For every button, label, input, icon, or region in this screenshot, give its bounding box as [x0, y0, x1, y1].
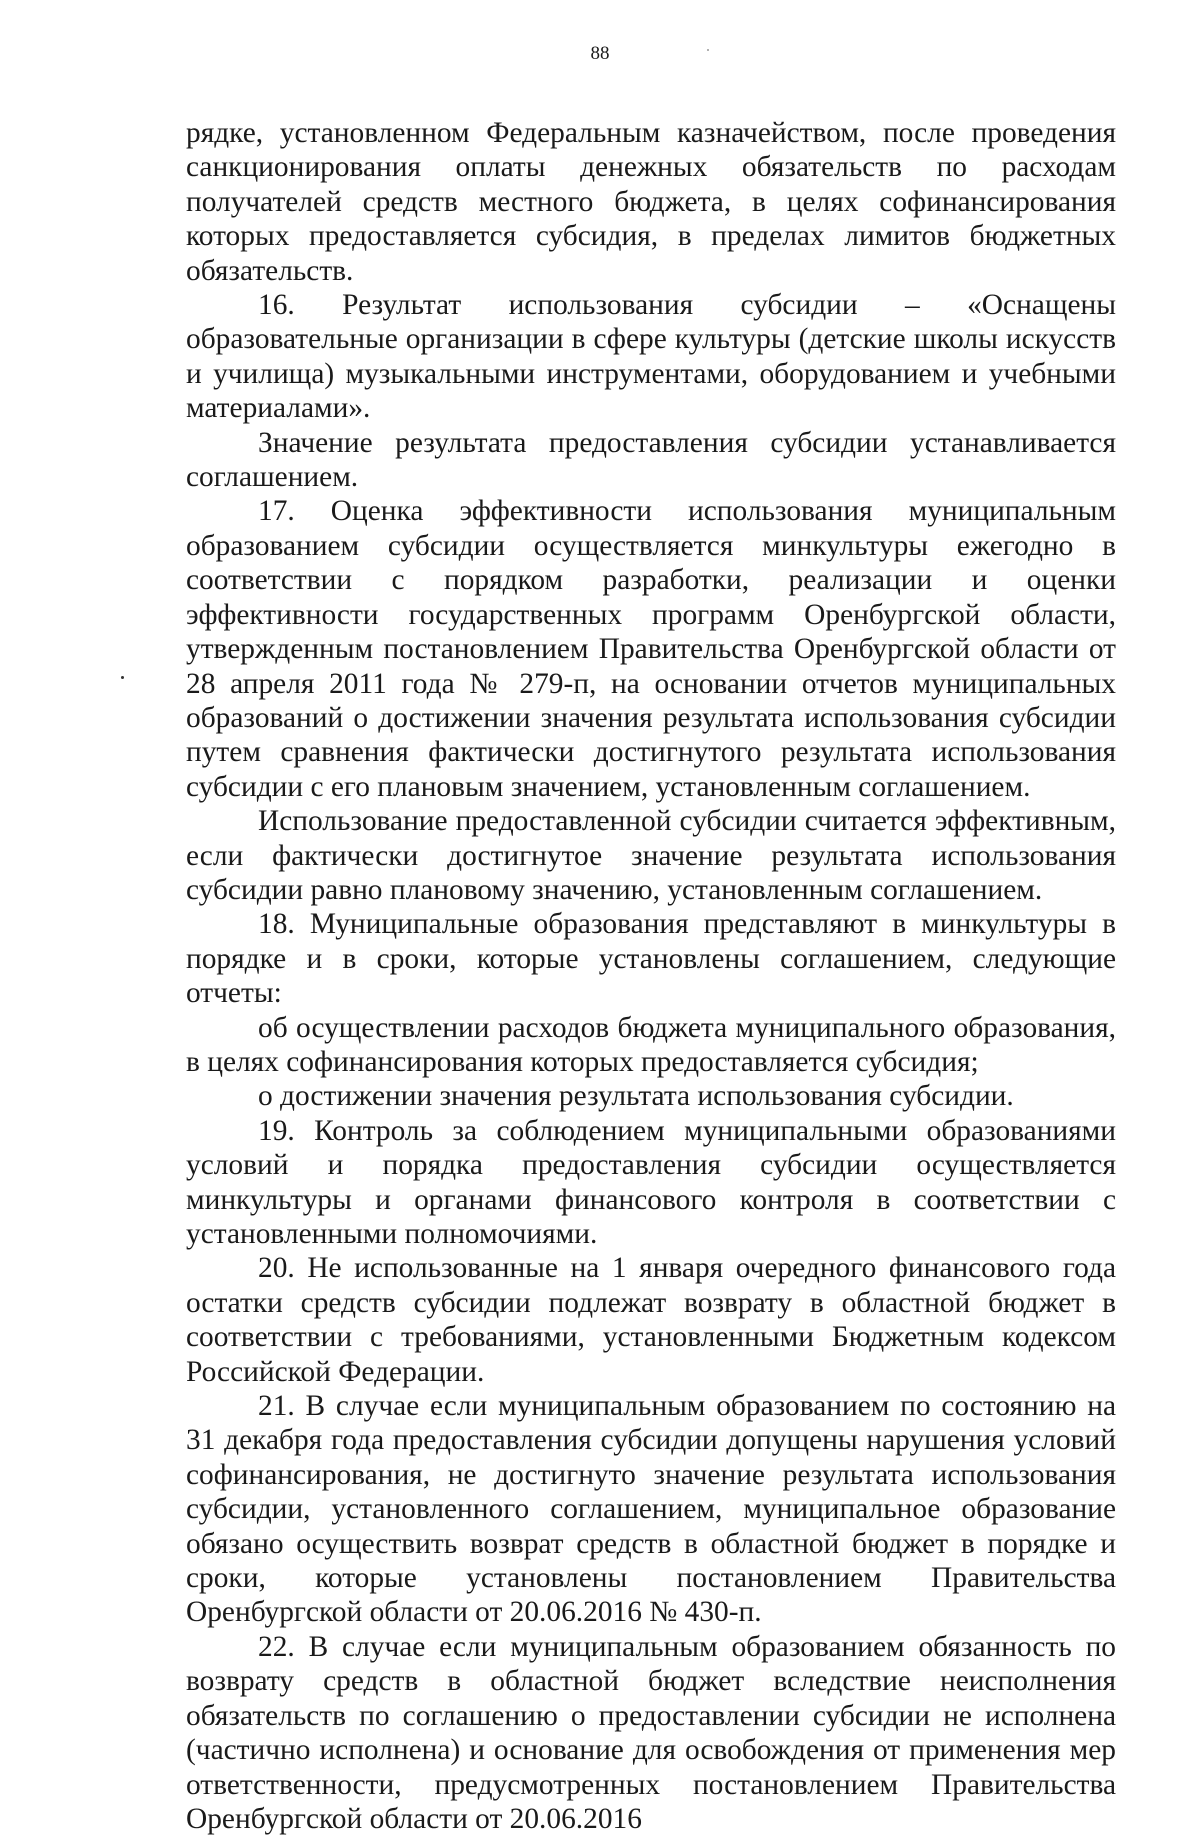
scan-speck: [707, 49, 709, 51]
paragraph-16: 16. Результат использования субсидии – «Оснащены образовательные организации в сфере культуры (детские школы искусств и училища) музыкальными инструментами, оборудованием и учебными материалами».: [186, 289, 1116, 425]
paragraph-18-report-result: о достижении значения результата использования субсидии.: [258, 1080, 1014, 1113]
paragraph-22: 22. В случае если муниципальным образованием обязанность по возврату средств в областной бюджет вследствие неисполнения обязательств по соглашению о предоставлении субсидии не исполнена (частично исполнена) и основание для освобождения от применения мер ответственности, предусмотренных постановлением Правительства Оренбургской области от 20.06.2016: [186, 1630, 1116, 1835]
paragraph-17-efficiency: Использование предоставленной субсидии считается эффективным, если фактически достигнутое значение результата использования субсидии равно плановому значению, установленным соглашением.: [186, 805, 1116, 906]
paragraph-continuation: рядке, установленном Федеральным казначейством, после проведения санкционирования оплаты денежных обязательств по расходам получателей средств местного бюджета, в целях софинансирования которых предоставляется субсидия, в пределах лимитов бюджетных обязательств.: [186, 117, 1116, 287]
paragraph-20: 20. Не использованные на 1 января очередного финансового года остатки средств субсидии подлежат возврату в областной бюджет в соответствии с требованиями, установленными Бюджетным кодексом Российской Федерации.: [186, 1252, 1116, 1388]
paragraph-16-value: Значение результата предоставления субсидии устанавливается соглашением.: [186, 426, 1116, 494]
paragraph-19: 19. Контроль за соблюдением муниципальными образованиями условий и порядка предоставления субсидии осуществляется минкультуры и органами финансового контроля в соответствии с установленными полномочиями.: [186, 1114, 1116, 1250]
document-body: [186, 116, 1116, 1836]
paragraph-18-report-expenses: об осуществлении расходов бюджета муниципального образования, в целях софинансирования которых предоставляется субсидия;: [186, 1011, 1116, 1078]
paragraph-18: 18. Муниципальные образования представляют в минкультуры в порядке и в сроки, которые установлены соглашением, следующие отчеты:: [186, 908, 1116, 1010]
page-number: 88: [590, 43, 610, 64]
paragraph-21: 21. В случае если муниципальным образованием по состоянию на 31 декабря года предоставления субсидии допущены нарушения условий софинансирования, не достигнуто значение результата использования субсидии, установленного соглашением, муниципальное образование обязано осуществить возврат средств в областной бюджет в порядке и сроки, которые установлены постановлением Правительства Оренбургской области от 20.06.2016 № 430-п.: [186, 1390, 1116, 1629]
paragraph-17: 17. Оценка эффективности использования муниципальным образованием субсидии осуществляется минкультуры ежегодно в соответствии с порядком разработки, реализации и оценки эффективности государственных программ Оренбургской области, утвержденным постановлением Правительства Оренбургской области от 28 апреля 2011 года № 279-п, на основании отчетов муниципальных образований о достижении значения результата использования субсидии путем сравнения фактически достигнутого результата использования субсидии с его плановым значением, установленным соглашением.: [186, 495, 1116, 803]
scan-speck: [121, 676, 124, 679]
